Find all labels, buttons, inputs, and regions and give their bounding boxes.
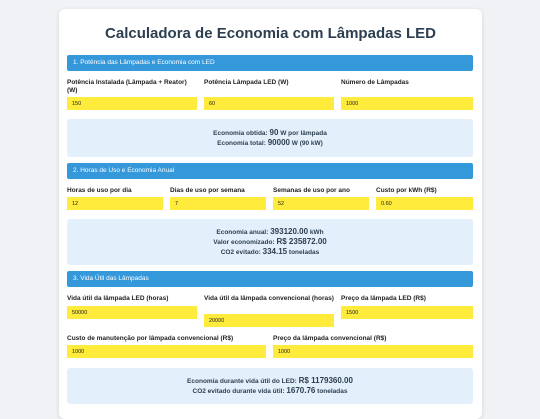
conv-price-label: Preço da lâmpada convencional (R$) xyxy=(273,335,387,342)
conv-lifetime-label: Vida útil da lâmpada convencional (horas) xyxy=(204,295,334,302)
annual-savings: Economia anual: 393120.00 kWh xyxy=(216,227,324,236)
hours-per-day-input[interactable] xyxy=(67,197,163,210)
page-title: Calculadora de Economia com Lâmpadas LED xyxy=(105,25,436,42)
led-lifetime-label: Vida útil da lâmpada LED (horas) xyxy=(67,295,169,302)
maintenance-cost-label: Custo de manutenção por lâmpada convencional (R$) xyxy=(67,335,234,342)
days-per-week-input[interactable] xyxy=(170,197,266,210)
conv-price-input[interactable] xyxy=(273,345,473,358)
conv-lifetime-input[interactable] xyxy=(204,314,334,327)
days-per-week-label: Dias de uso por semana xyxy=(170,187,245,194)
hours-per-day-label: Horas de uso por dia xyxy=(67,187,132,194)
lifetime-savings: Economia durante vida útil do LED: R$ 1179360.00 xyxy=(187,376,353,385)
co2-avoided: CO2 evitado: 334.15 toneladas xyxy=(220,247,320,256)
section-2-header: 2. Horas de Uso e Economia Anual xyxy=(67,163,473,179)
section-1-result xyxy=(67,119,473,157)
lamp-count-label: Número de Lâmpadas xyxy=(341,79,409,86)
total-savings: Economia total: 90000 W (90 kW) xyxy=(217,138,323,147)
lifetime-co2-avoided: CO2 evitado durante vida útil: 1670.76 toneladas xyxy=(192,386,348,395)
led-power-label: Potência Lâmpada LED (W) xyxy=(204,79,289,86)
maintenance-cost-input[interactable] xyxy=(67,345,266,358)
kwh-cost-label: Custo por kWh (R$) xyxy=(376,187,437,194)
section-1-header: 1. Potência das Lâmpadas e Economia com LED xyxy=(67,55,473,71)
led-price-input[interactable] xyxy=(341,306,473,319)
lamp-count-input[interactable] xyxy=(341,97,473,110)
section-3-result xyxy=(67,368,473,404)
installed-power-label: Potência Instalada (Lâmpada + Reator) (W) xyxy=(67,79,187,94)
led-power-input[interactable] xyxy=(204,97,334,110)
field-installed-power xyxy=(67,79,197,95)
section-2-result xyxy=(67,219,473,265)
weeks-per-year-input[interactable] xyxy=(273,197,369,210)
installed-power-input[interactable] xyxy=(67,97,197,110)
led-price-label: Preço da lâmpada LED (R$) xyxy=(341,295,426,302)
calculator-card xyxy=(59,9,482,419)
kwh-cost-input[interactable] xyxy=(376,197,473,210)
led-lifetime-input[interactable] xyxy=(67,306,197,319)
weeks-per-year-label: Semanas de uso por ano xyxy=(273,187,350,194)
field-lamp-count xyxy=(341,79,473,87)
section-3-header: 3. Vida Útil das Lâmpadas xyxy=(67,271,473,287)
money-saved: Valor economizado: R$ 235872.00 xyxy=(213,237,327,246)
field-led-power xyxy=(204,79,334,87)
savings-per-lamp: Economia obtida: 90 W por lâmpada xyxy=(213,128,327,137)
